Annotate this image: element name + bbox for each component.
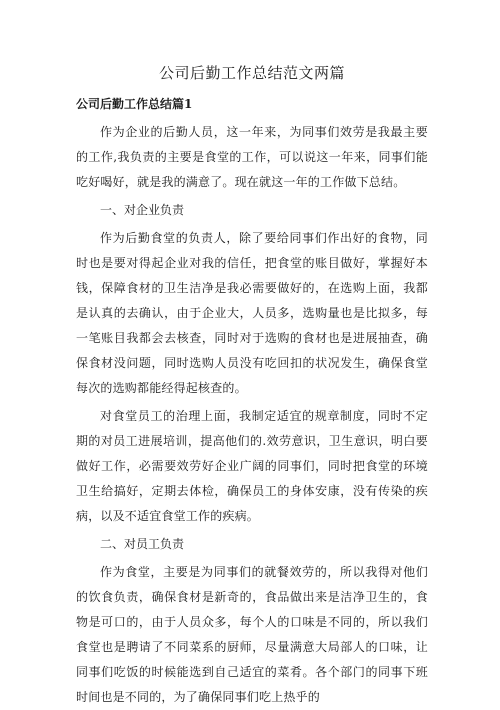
section-heading: 二、对员工负责 <box>100 537 185 551</box>
body-paragraph: 作为企业的后勤人员，这一年来，为同事们效劳是我最主要的工作,我负责的主要是食堂的工作，可以说这一年来，同事们能吃好喝好，就是我的满意了。现在就这一年的工作做下总结。 <box>76 125 428 189</box>
body-paragraph: 作为食堂，主要是为同事们的就餐效劳的，所以我得对他们的饮食负责，确保食材是新奇的，食品做出来是洁净卫生的，食物是可口的，由于人员众多，每个人的口味是不同的，所以我们食堂也是聘请了不同菜系的厨师，尽量满意大局部人的口味，让同事们吃饭的时候能选到自己适宜的菜肴。各个部门的同事下班时间也是不同的，为了确保同事们吃上热乎的 <box>76 565 428 704</box>
body-paragraph: 作为后勤食堂的负责人，除了要给同事们作出好的食物，同时也是要对得起企业对我的信任，把食堂的账目做好，掌握好本钱，保障食材的卫生洁净是我必需要做好的，在选购上面，我都是认真的去确认，由于企业大，人员多，选购量也是比拟多，每一笔账目我都会去核查，同时对于选购的食材也是进展抽查，确保食材没问题，同时选购人员没有吃回扣的状况发生，确保食堂每次的选购都能经得起核查的。 <box>76 231 428 395</box>
document-body <box>76 120 428 710</box>
body-paragraph: 对食堂员工的治理上面，我制定适宜的规章制度，同时不定期的对员工进展培训，提高他们的.效劳意识，卫生意识，明白要做好工作，必需要效劳好企业广阔的同事们，同时把食堂的环境卫生给搞好，定期去体检，确保员工的身体安康，没有传染的疾病，以及不适宜食堂工作的疾病。 <box>76 409 428 523</box>
section-heading: 一、对企业负责 <box>100 203 185 217</box>
document-title: 公司后勤工作总结范文两篇 <box>158 64 345 82</box>
section-title: 公司后勤工作总结篇1 <box>76 97 193 111</box>
